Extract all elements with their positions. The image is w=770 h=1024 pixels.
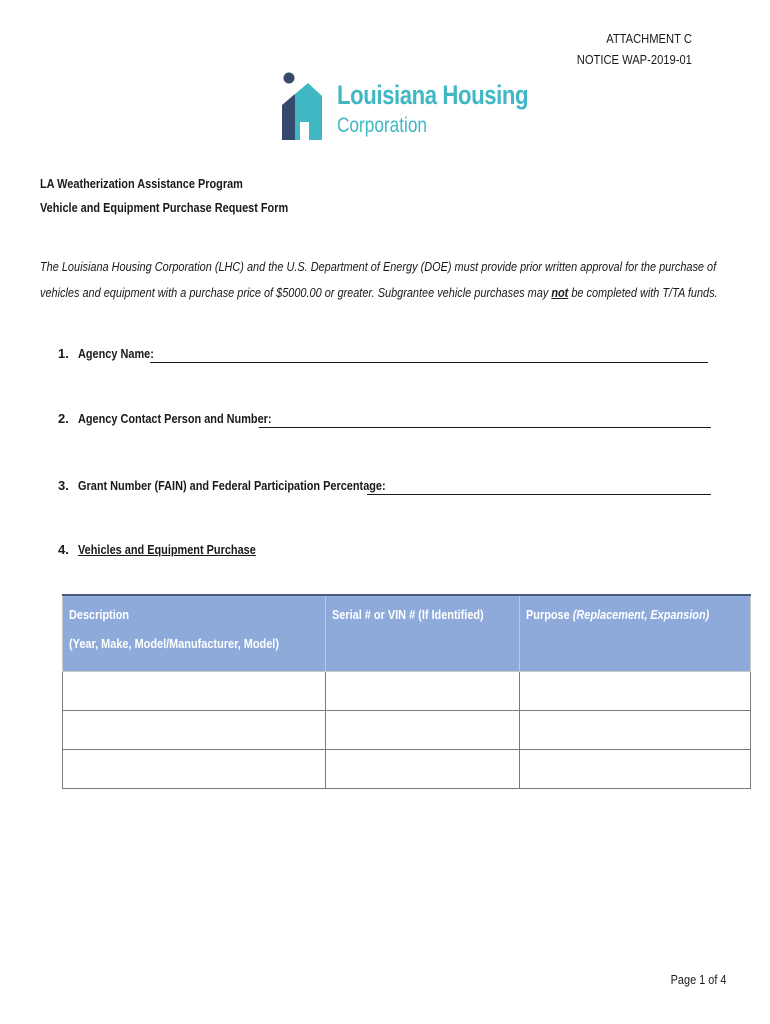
purpose-cell[interactable] <box>519 672 750 711</box>
column-header-purpose <box>519 595 750 672</box>
logo-subtitle: Corporation <box>337 114 427 137</box>
field-label: Grant Number (FAIN) and Federal Participation Percentage: <box>78 478 386 493</box>
vehicles-section-heading <box>58 542 290 557</box>
form-title: Vehicle and Equipment Purchase Request Form <box>40 200 289 215</box>
description-cell[interactable] <box>63 672 326 711</box>
column-header-serial <box>325 595 519 672</box>
serial-cell[interactable] <box>325 672 519 711</box>
program-name: LA Weatherization Assistance Program <box>40 176 243 191</box>
notice-text: The Louisiana Housing Corporation (LHC) and the U.S. Department of Energy (DOE) must provide prior written approval for the purchase of vehicles and equipment with a purchase price of $5000.00 or greater. Subgrantee vehicle purchases may <box>40 259 717 300</box>
agency-name-input[interactable] <box>150 362 708 363</box>
field-label: Agency Name: <box>78 346 154 361</box>
attachment-label: ATTACHMENT C <box>606 31 692 46</box>
field-number: 1. <box>58 346 69 361</box>
table-header-row <box>63 595 751 672</box>
agency-contact-input[interactable] <box>259 427 711 428</box>
page-number: Page 1 of 4 <box>670 972 726 987</box>
table-row <box>63 711 751 750</box>
section-label: Vehicles and Equipment Purchase <box>78 542 256 557</box>
agency-contact-field <box>58 411 308 426</box>
section-number: 4. <box>58 542 69 557</box>
column-title: Description <box>69 607 130 622</box>
agency-name-field <box>58 346 168 361</box>
approval-notice <box>40 254 737 306</box>
notice-emphasis: not <box>551 285 569 300</box>
field-label: Agency Contact Person and Number: <box>78 411 272 426</box>
column-header-description <box>63 595 326 672</box>
column-title: Purpose <box>525 607 573 622</box>
column-title-italic: (Replacement, Expansion) <box>572 607 709 622</box>
description-cell[interactable] <box>63 711 326 750</box>
field-number: 3. <box>58 478 69 493</box>
table-row <box>63 750 751 789</box>
attachment-header <box>577 28 692 70</box>
column-title-group <box>526 598 709 631</box>
logo-title: Louisiana Housing <box>337 80 529 110</box>
serial-cell[interactable] <box>325 711 519 750</box>
notice-number: NOTICE WAP-2019-01 <box>576 52 692 67</box>
table-row <box>63 672 751 711</box>
purchase-table <box>62 594 751 789</box>
purpose-cell[interactable] <box>519 711 750 750</box>
grant-number-input[interactable] <box>367 494 711 495</box>
grant-number-field <box>58 478 444 493</box>
program-heading <box>40 172 288 220</box>
description-cell[interactable] <box>63 750 326 789</box>
notice-text-end: be completed with T/TA funds. <box>568 285 718 300</box>
column-title: Serial # or VIN # (If Identified) <box>331 607 484 622</box>
purpose-cell[interactable] <box>519 750 750 789</box>
field-number: 2. <box>58 411 69 426</box>
column-subtitle: (Year, Make, Model/Manufacturer, Model) <box>69 636 279 651</box>
serial-cell[interactable] <box>325 750 519 789</box>
